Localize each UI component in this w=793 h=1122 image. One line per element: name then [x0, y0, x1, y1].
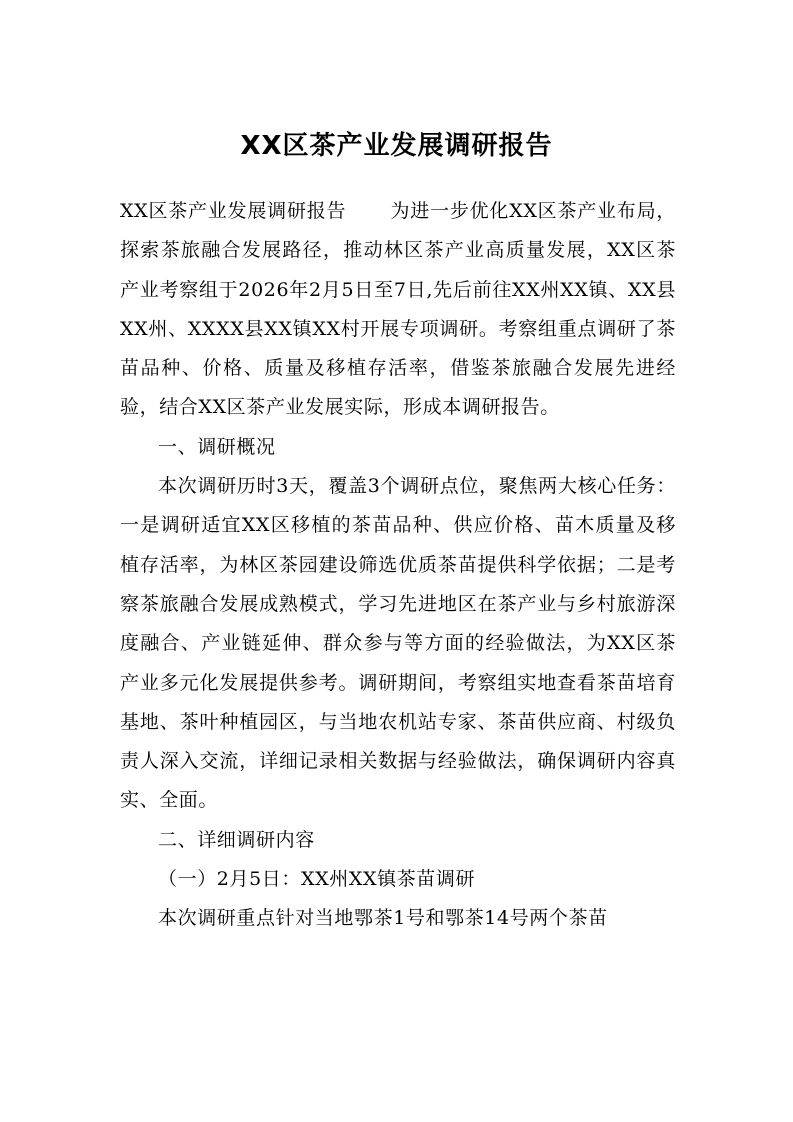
overview-paragraph: 本次调研历时3天，覆盖3个调研点位，聚焦两大核心任务：一是调研适宜XX区移植的茶苗品种、供应价格、苗木质量及移植存活率，为林区茶园建设筛选优质茶苗提供科学依据；二是考察茶旅融合发展成熟模式，学习先进地区在茶产业与乡村旅游深度融合、产业链延伸、群众参与等方面的经验做法，为XX区茶产业多元化发展提供参考。调研期间，考察组实地查看茶苗培育基地、茶叶种植园区，与当地农机站专家、茶苗供应商、村级负责人深入交流，详细记录相关数据与经验做法，确保调研内容真实、全面。: [120, 475, 676, 812]
section-heading-overview: 一、调研概况: [158, 435, 276, 458]
intro-paragraph: [120, 192, 676, 428]
document-body: [120, 192, 676, 939]
document-title: XX区茶产业发展调研报告: [240, 131, 553, 161]
feb5-paragraph: 本次调研重点针对当地鄂茶1号和鄂茶14号两个茶苗: [158, 907, 608, 930]
section-heading-details: 二、详细调研内容: [158, 828, 315, 851]
subsection-heading-feb5: （一）2月5日：XX州XX镇茶苗调研: [158, 868, 476, 891]
intro-lead: XX区茶产业发展调研报告: [120, 200, 347, 222]
intro-rest: 为进一步优化XX区茶产业布局，探索茶旅融合发展路径，推动林区茶产业高质量发展，XX区茶产业考察组于2026年2月5日至7日,先后前往XX州XX镇、XX县XX州、XXXX县XX镇XX村开展专项调研。考察组重点调研了茶苗品种、价格、质量及移植存活率，借鉴茶旅融合发展先进经验，结合XX区茶产业发展实际，形成本调研报告。: [120, 200, 676, 419]
